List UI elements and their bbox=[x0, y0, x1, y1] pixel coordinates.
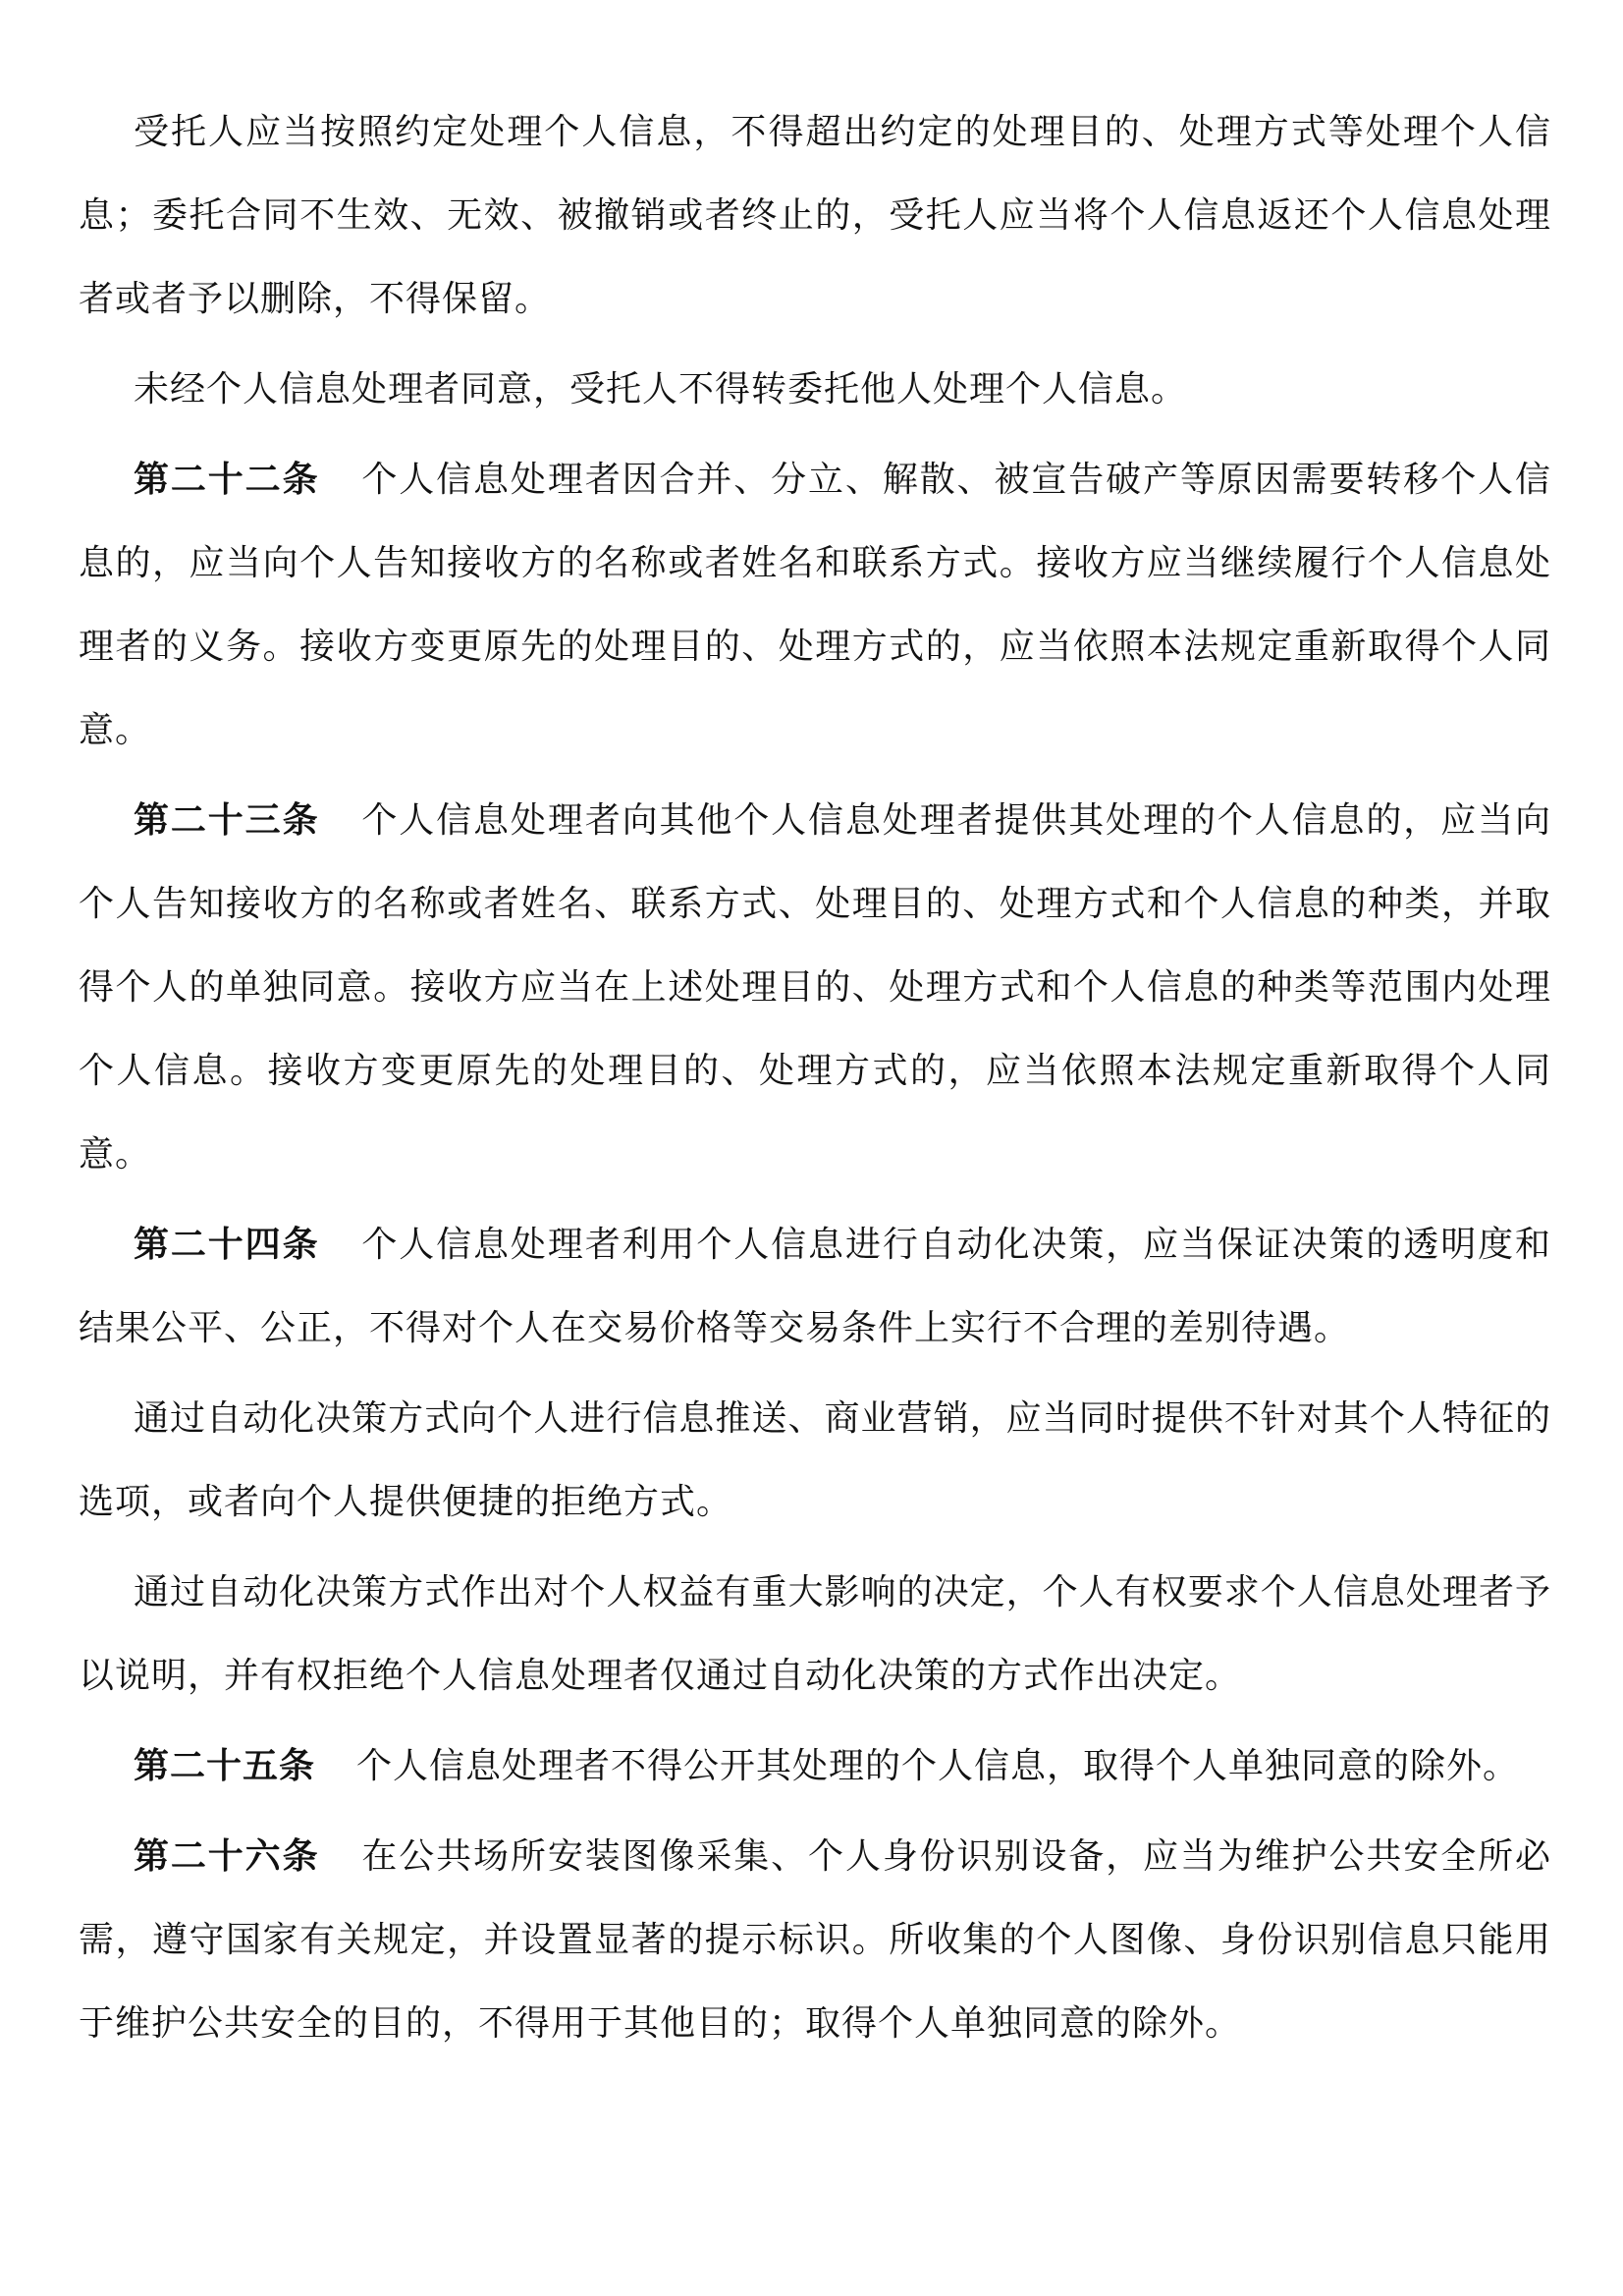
paragraph-automated-decision-rights bbox=[79, 1551, 1551, 1718]
article-number: 第二十二条 bbox=[134, 460, 320, 500]
article-22 bbox=[79, 438, 1551, 772]
paragraph-text: 未经个人信息处理者同意，受托人不得转委托他人处理个人信息。 bbox=[134, 369, 1188, 410]
article-text: 个人信息处理者因合并、分立、解散、被宣告破产等原因需要转移个人信息的，应当向个人告知接收方的名称或者姓名和联系方式。接收方应当继续履行个人信息处理者的义务。接收方变更原先的处理目的、处理方式的，应当依照本法规定重新取得个人同意。 bbox=[79, 460, 1551, 750]
paragraph-no-sub-entrustment bbox=[79, 348, 1551, 431]
paragraph-text: 通过自动化决策方式作出对个人权益有重大影响的决定，个人有权要求个人信息处理者予以说明，并有权拒绝个人信息处理者仅通过自动化决策的方式作出决定。 bbox=[79, 1572, 1551, 1696]
paragraph-automated-push bbox=[79, 1377, 1551, 1544]
paragraph-text: 受托人应当按照约定处理个人信息，不得超出约定的处理目的、处理方式等处理个人信息；委托合同不生效、无效、被撤销或者终止的，受托人应当将个人信息返还个人信息处理者或者予以删除，不得保留。 bbox=[79, 112, 1551, 319]
article-number: 第二十六条 bbox=[134, 1836, 320, 1877]
paragraph-text: 通过自动化决策方式向个人进行信息推送、商业营销，应当同时提供不针对其个人特征的选项，或者向个人提供便捷的拒绝方式。 bbox=[79, 1398, 1551, 1522]
article-text: 个人信息处理者向其他个人信息处理者提供其处理的个人信息的，应当向个人告知接收方的名称或者姓名、联系方式、处理目的、处理方式和个人信息的种类，并取得个人的单独同意。接收方应当在上述处理目的、处理方式和个人信息的种类等范围内处理个人信息。接收方变更原先的处理目的、处理方式的，应当依照本法规定重新取得个人同意。 bbox=[79, 800, 1551, 1175]
article-26 bbox=[79, 1815, 1551, 2065]
article-number: 第二十四条 bbox=[134, 1225, 320, 1265]
article-number: 第二十三条 bbox=[134, 800, 320, 841]
article-23 bbox=[79, 779, 1551, 1196]
article-number: 第二十五条 bbox=[134, 1746, 316, 1786]
article-text: 个人信息处理者利用个人信息进行自动化决策，应当保证决策的透明度和结果公平、公正，不得对个人在交易价格等交易条件上实行不合理的差别待遇。 bbox=[79, 1225, 1551, 1348]
article-24 bbox=[79, 1203, 1551, 1370]
paragraph-entrusted-party-duties bbox=[79, 90, 1551, 341]
article-text: 在公共场所安装图像采集、个人身份识别设备，应当为维护公共安全所必需，遵守国家有关规定，并设置显著的提示标识。所收集的个人图像、身份识别信息只能用于维护公共安全的目的，不得用于其他目的；取得个人单独同意的除外。 bbox=[79, 1836, 1551, 2044]
article-text: 个人信息处理者不得公开其处理的个人信息，取得个人单独同意的除外。 bbox=[356, 1746, 1520, 1786]
document-page bbox=[79, 90, 1551, 2072]
article-25 bbox=[79, 1724, 1551, 1808]
